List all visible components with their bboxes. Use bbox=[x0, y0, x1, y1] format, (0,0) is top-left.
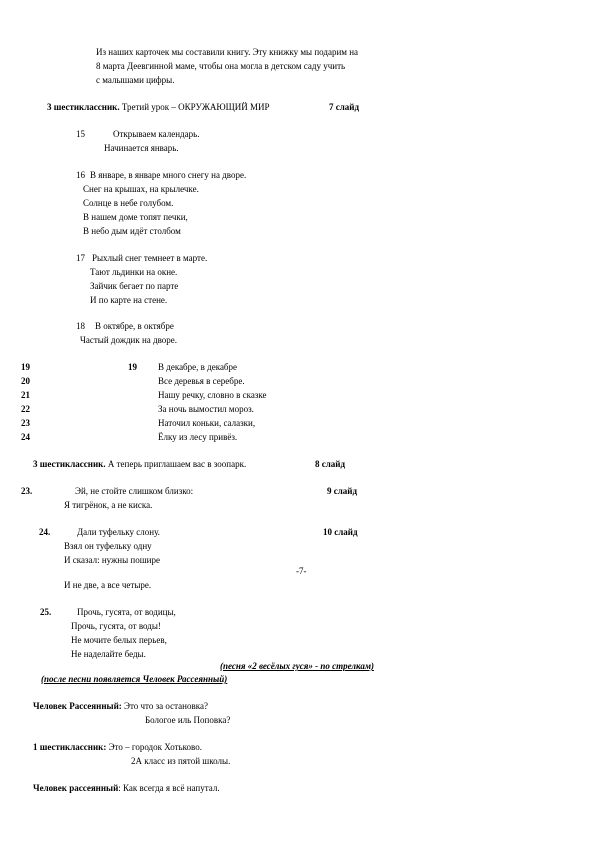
intro-line-3: с малышами цифры. bbox=[96, 75, 175, 85]
verse-16-line-1: В январе, в январе много снегу на дворе. bbox=[90, 170, 247, 180]
verse-25-line-2: Прочь, гусята, от воды! bbox=[71, 621, 161, 631]
slide-note-10: 10 слайд bbox=[323, 527, 358, 537]
verse-24-line-1: Дали туфельку слону. bbox=[77, 527, 160, 537]
verse-15-line-1: Открываем календарь. bbox=[113, 129, 200, 139]
speaker-text: А теперь приглашаем вас в зоопарк. bbox=[105, 459, 247, 469]
verse-18-line-2: Частый дождик на дворе. bbox=[80, 335, 178, 345]
slide-note-8: 8 слайд bbox=[315, 459, 346, 469]
verse-25-line-4: Не наделайте беды. bbox=[71, 649, 146, 659]
dialogue-3-line-1 bbox=[33, 783, 220, 794]
verse-25-line-3: Не мочите белых перьев, bbox=[71, 635, 167, 645]
card-number-18: 18 bbox=[76, 321, 85, 331]
left-number-23: 23 bbox=[21, 418, 30, 428]
dialogue-text: Это – городок Хотьково. bbox=[106, 742, 202, 752]
speaker-text: Третий урок – ОКРУЖАЮЩИЙ МИР bbox=[119, 102, 270, 112]
verse-24-line-2: Взял он туфельку одну bbox=[64, 541, 152, 551]
speaker-name: 1 шестиклассник: bbox=[33, 742, 107, 752]
verse-17-line-2: Тают льдинки на окне. bbox=[90, 267, 178, 277]
verse-23-line-2: Я тигрёнок, а не киска. bbox=[64, 500, 153, 510]
verse-16-line-2: Снег на крышах, на крылечке. bbox=[83, 184, 199, 194]
verse-23-line-1: Эй, не стойте слишком близко: bbox=[75, 486, 194, 496]
slide-note-7: 7 слайд bbox=[329, 102, 360, 112]
verse-24-line-4: И не две, а все четыре. bbox=[64, 580, 152, 590]
speaker-line-third-lesson bbox=[47, 102, 270, 113]
intro-line-1: Из наших карточек мы составили книгу. Эту книжку мы подарим на bbox=[96, 47, 359, 57]
verse-19-line-2: Все деревья в серебре. bbox=[158, 376, 245, 386]
left-number-19: 19 bbox=[21, 362, 30, 372]
verse-17-line-3: Зайчик бегает по парте bbox=[90, 281, 179, 291]
slide-note-9: 9 слайд bbox=[327, 486, 358, 496]
verse-19-line-3: Нашу речку, словно в сказке bbox=[158, 390, 267, 400]
card-number-19: 19 bbox=[128, 362, 137, 372]
left-number-24: 24 bbox=[21, 432, 30, 442]
dialogue-text: : Как всегда я всё напутал. bbox=[118, 783, 220, 793]
card-number-15: 15 bbox=[76, 129, 85, 139]
card-number-24: 24. bbox=[39, 527, 51, 537]
verse-19-line-5: Наточил коньки, салазки, bbox=[158, 418, 256, 428]
verse-17-line-1: Рыхлый снег темнеет в марте. bbox=[92, 253, 208, 263]
speaker-name: 3 шестиклассник. bbox=[33, 459, 106, 469]
page-number: -7- bbox=[296, 566, 307, 576]
card-number-17: 17 bbox=[76, 253, 85, 263]
verse-19-line-4: За ночь вымостил мороз. bbox=[158, 404, 254, 414]
verse-16-line-3: Солнце в небе голубом. bbox=[83, 198, 174, 208]
speaker-name: Человек рассеянный bbox=[33, 783, 119, 793]
dialogue-text: Это что за остановка? bbox=[121, 701, 208, 711]
left-number-20: 20 bbox=[21, 376, 30, 386]
verse-17-line-4: И по карте на стене. bbox=[90, 295, 168, 305]
dialogue-2-line-2: 2А класс из пятой школы. bbox=[131, 756, 231, 766]
verse-19-line-6: Ёлку из лесу привёз. bbox=[158, 432, 238, 442]
verse-15-line-2: Начинается январь. bbox=[104, 143, 179, 153]
verse-16-line-5: В небо дым идёт столбом bbox=[83, 226, 181, 236]
speaker-name: Человек Рассеянный: bbox=[33, 701, 122, 711]
card-number-23: 23. bbox=[21, 486, 33, 496]
dialogue-2-line-1 bbox=[33, 742, 202, 753]
song-direction: (песня «2 весёлых гуся» - по стрелкам) bbox=[220, 661, 374, 671]
card-number-25: 25. bbox=[40, 607, 52, 617]
verse-25-line-1: Прочь, гусята, от водицы, bbox=[77, 607, 176, 617]
dialogue-1-line-1 bbox=[33, 701, 208, 712]
speaker-line-zoo bbox=[33, 459, 246, 470]
verse-18-line-1: В октябре, в октябре bbox=[95, 321, 174, 331]
left-number-21: 21 bbox=[21, 390, 30, 400]
card-number-16: 16 bbox=[76, 170, 85, 180]
verse-19-line-1: В декабре, в декабре bbox=[158, 362, 238, 372]
dialogue-1-line-2: Бологое иль Поповка? bbox=[145, 715, 231, 725]
verse-16-line-4: В нашем доме топят печки, bbox=[83, 212, 188, 222]
intro-line-2: 8 марта Деевгинной маме, чтобы она могла в детском саду учить bbox=[96, 61, 346, 71]
speaker-name: 3 шестиклассник. bbox=[47, 102, 120, 112]
verse-24-line-3: И сказал: нужны пошире bbox=[64, 555, 160, 565]
left-number-22: 22 bbox=[21, 404, 30, 414]
stage-direction: (после песни появляется Человек Рассеянный) bbox=[41, 674, 228, 684]
